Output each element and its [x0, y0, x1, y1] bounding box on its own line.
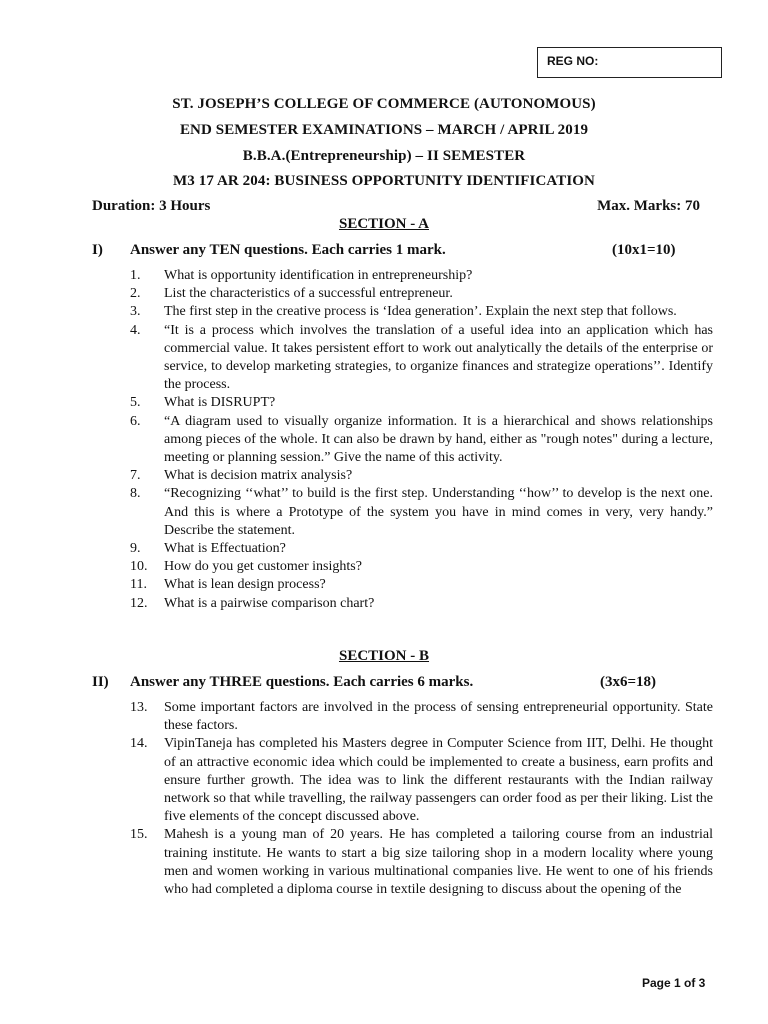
question-item — [130, 285, 713, 303]
question-item — [130, 267, 713, 285]
question-number: 9. — [130, 541, 141, 557]
question-text: Mahesh is a young man of 20 years. He has completed a tailoring course from an industrial training institute. He wants to start a big size tailoring shop in a modern locality where young men and women working in various multinational companies live. He went to one of his friends who had completed a diploma course in textile designing to discuss about the opening of the — [164, 827, 713, 898]
question-number: 11. — [130, 577, 147, 593]
question-number: 8. — [130, 486, 141, 502]
question-text: “Recognizing ‘‘what’’ to build is the first step. Understanding ‘‘how’’ to develop is the next one. And this is where a Prototype of the system you have in mind comes in very, very handy.” Describe the statement. — [164, 486, 713, 538]
exam-title: END SEMESTER EXAMINATIONS – MARCH / APRIL 2019 — [179, 122, 589, 138]
question-item — [130, 558, 713, 576]
question-number: 6. — [130, 413, 141, 429]
question-text: What is Effectuation? — [164, 541, 286, 557]
reg-no-label: REG NO: — [547, 54, 599, 68]
section-b-questions — [130, 699, 713, 899]
course-name: B.B.A.(Entrepreneurship) – II SEMESTER — [242, 148, 526, 164]
question-text: What is DISRUPT? — [164, 395, 276, 411]
question-item — [130, 485, 713, 540]
question-text: How do you get customer insights? — [164, 559, 362, 575]
reg-no-box — [537, 47, 722, 78]
section-b-roman: II) — [92, 674, 109, 690]
section-b-marks: (3x6=18) — [600, 674, 657, 690]
college-name: ST. JOSEPH’S COLLEGE OF COMMERCE (AUTONOMOUS) — [172, 96, 596, 112]
question-item — [130, 735, 713, 826]
question-number: 14. — [130, 736, 148, 752]
question-number: 12. — [130, 595, 148, 611]
section-b-title: SECTION - B — [338, 648, 430, 664]
question-text: What is lean design process? — [164, 577, 326, 593]
section-a-instruction: Answer any TEN questions. Each carries 1 mark. — [130, 242, 446, 258]
section-a-questions — [130, 267, 713, 613]
question-number: 13. — [130, 700, 148, 715]
question-text: What is decision matrix analysis? — [164, 468, 353, 484]
question-item — [130, 303, 713, 321]
question-number: 15. — [130, 827, 148, 843]
duration-row — [92, 198, 700, 215]
question-text: VipinTaneja has completed his Masters degree in Computer Science from IIT, Delhi. He thought of an attractive economic idea which could be implemented to create a business, earn profits and ensure further growth. The idea was to link the different restaurants with the Indian railway network so that while travelling, the railway passengers can order food as per their liking. List the five elements of the concept discussed above. — [164, 736, 713, 825]
page-number: Page 1 of 3 — [642, 976, 706, 990]
question-item — [130, 699, 713, 735]
question-item — [130, 467, 713, 485]
question-number: 1. — [130, 268, 141, 283]
section-a-marks: (10x1=10) — [612, 242, 676, 258]
max-marks: Max. Marks: 70 — [597, 198, 700, 214]
duration: Duration: 3 Hours — [92, 198, 211, 214]
question-number: 3. — [130, 304, 141, 320]
question-number: 4. — [130, 322, 141, 338]
question-number: 10. — [130, 559, 148, 575]
question-item — [130, 322, 713, 395]
question-text: The first step in the creative process is ‘Idea generation’. Explain the next step that follows. — [164, 304, 677, 320]
section-a-title: SECTION - A — [338, 216, 430, 232]
question-number: 7. — [130, 468, 141, 484]
question-item — [130, 540, 713, 558]
question-item — [130, 413, 713, 468]
question-text: “A diagram used to visually organize information. It is a hierarchical and shows relationships among pieces of the whole. It can also be drawn by hand, either as "rough notes" during a lecture, meeting or planning session.” Give the name of this activity. — [164, 413, 713, 466]
question-item — [130, 595, 713, 613]
question-item — [130, 826, 713, 899]
question-text: List the characteristics of a successful entrepreneur. — [164, 286, 453, 302]
question-number: 5. — [130, 395, 141, 411]
question-text: What is a pairwise comparison chart? — [164, 595, 375, 611]
question-item — [130, 394, 713, 412]
question-item — [130, 576, 713, 594]
section-a-roman: I) — [92, 242, 103, 258]
question-text: “It is a process which involves the translation of a useful idea into an application which has commercial value. It takes persistent effort to work out analytically the details of the enterprise or service, to develop marketing strategies, to organize finances and strategize operations’’. Identify the process. — [164, 322, 713, 393]
question-text: What is opportunity identification in entrepreneurship? — [164, 268, 473, 283]
section-b-instruction: Answer any THREE questions. Each carries 6 marks. — [130, 674, 474, 690]
question-text: Some important factors are involved in the process of sensing entrepreneurial opportunity. State these factors. — [164, 700, 713, 734]
question-number: 2. — [130, 286, 141, 302]
paper-title: M3 17 AR 204: BUSINESS OPPORTUNITY IDENTIFICATION — [173, 173, 595, 189]
